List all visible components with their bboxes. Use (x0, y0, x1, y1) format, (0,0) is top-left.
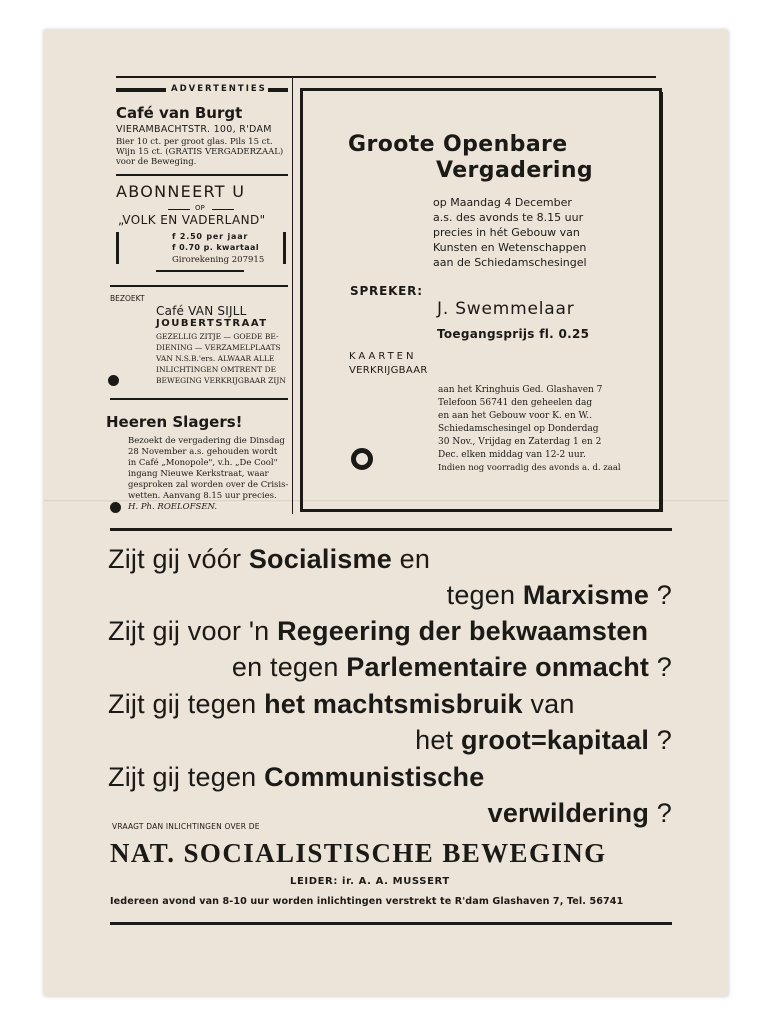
abonneert-bracket-right (283, 232, 286, 264)
ads-header-bar (116, 85, 288, 95)
sijll-line-1: DIENING — VERZAMELPLAATS (156, 343, 281, 352)
sijll-line-2: VAN N.S.B.'ers. ALWAAR ALLE (156, 354, 275, 363)
question-1b: tegen Marxisme ? (446, 580, 672, 610)
question-4b: verwildering ? (487, 798, 672, 828)
cafe-burgt-line3: voor de Beweging. (116, 157, 197, 167)
meeting-detail-0: op Maandag 4 December (433, 196, 572, 209)
target-dot (351, 448, 373, 470)
question-3a: Zijt gij tegen het machtsmisbruik van (108, 689, 575, 719)
slagers-line-3: ingang Nieuwe Kerkstraat, waar (128, 469, 269, 479)
sijll-bezoekt: BEZOEKT (110, 294, 145, 303)
bullet-dot (108, 375, 119, 386)
abonneert-title: ABONNEERT U (116, 182, 246, 201)
sijll-line-0: GEZELLIG ZITJE — GOEDE BE- (156, 332, 279, 341)
meeting-detail-1: a.s. des avonds te 8.15 uur (433, 211, 584, 224)
info-line: Iedereen avond van 8-10 uur worden inlichtingen verstrekt te R'dam Glashaven 7, Tel. 56741 (110, 896, 624, 907)
ads-divider-1 (116, 174, 288, 176)
cafe-burgt-name: Café van Burgt (116, 104, 243, 122)
lower-top-rule (110, 528, 672, 531)
slagers-line-2: in Café „Monopole", v.h. „De Cool" (128, 458, 278, 468)
column-divider (292, 76, 293, 514)
cafe-burgt-line1: Bier 10 ct. per groot glas. Pils 15 ct. (116, 137, 273, 147)
verkrijgbaar-label: VERKRIJGBAAR (349, 365, 428, 376)
slagers-signature: H. Ph. ROELOFSEN. (128, 502, 218, 512)
meeting-box-shadow-bottom (304, 509, 663, 512)
ads-divider-2 (110, 285, 288, 287)
meeting-box-shadow-right (660, 92, 663, 512)
movement-name: NAT. SOCIALISTISCHE BEWEGING (110, 838, 607, 868)
slagers-title: Heeren Slagers! (106, 413, 243, 431)
abonneert-op-rule-left (168, 209, 190, 210)
leader-line: LEIDER: ir. A. A. MUSSERT (290, 876, 450, 887)
abonneert-bracket-left (116, 232, 119, 264)
meeting-detail-4: aan de Schiedamschesingel (433, 256, 587, 269)
abonneert-op-rule-right (212, 209, 234, 210)
sijll-street: JOUBERTSTRAAT (156, 318, 268, 329)
abonneert-giro: Girorekening 207915 (172, 255, 265, 265)
ticket-line-1: Telefoon 56741 den geheelen dag (438, 398, 593, 408)
abonneert-bottom-rule (156, 270, 244, 272)
slagers-line-1: 28 November a.s. gehouden wordt (128, 447, 278, 457)
ads-divider-3 (110, 398, 288, 400)
vraagt-label: VRAAGT DAN INLICHTINGEN OVER DE (112, 822, 260, 831)
speaker-name: J. Swemmelaar (437, 299, 575, 319)
entry-price: Toegangsprijs fl. 0.25 (437, 327, 590, 341)
ticket-line-5: Dec. elken middag van 12-2 uur. (438, 450, 586, 460)
slagers-line-4: gesproken zal worden over de Crisis- (128, 480, 289, 490)
sijll-line-4: BEWEGING VERKRIJGBAAR ZIJN (156, 376, 286, 385)
meeting-detail-3: Kunsten en Wetenschappen (433, 241, 587, 254)
cafe-burgt-line2: Wijn 15 ct. (GRATIS VERGADERZAAL) (116, 147, 284, 157)
speaker-label: SPREKER: (350, 284, 423, 298)
ticket-line-4: 30 Nov., Vrijdag en Zaterdag 1 en 2 (438, 437, 602, 447)
sijll-line-3: INLICHTINGEN OMTRENT DE (156, 365, 277, 374)
kaarten-label: KAARTEN (349, 351, 417, 362)
ticket-line-2: en aan het Gebouw voor K. en W.. (438, 411, 592, 421)
slagers-line-5: wetten. Aanvang 8.15 uur precies. (128, 491, 277, 501)
question-3b: het groot=kapitaal ? (415, 725, 672, 755)
slagers-line-0: Bezoekt de vergadering die Dinsdag (128, 436, 285, 446)
lower-bottom-rule (110, 922, 672, 925)
meeting-title-line2: Vergadering (436, 158, 594, 183)
ads-header: ADVERTENTIES (171, 84, 267, 94)
ticket-line-6: Indien nog voorradig des avonds a. d. zaal (438, 463, 621, 473)
question-2a: Zijt gij voor 'n Regeering der bekwaamsten (108, 616, 649, 646)
ticket-line-3: Schiedamschesingel op Donderdag (438, 424, 599, 434)
question-1a: Zijt gij vóór Socialisme en (108, 544, 431, 574)
ticket-line-0: aan het Kringhuis Ged. Glashaven 7 (438, 385, 603, 395)
sijll-name: Café VAN SIJLL (156, 304, 247, 318)
abonneert-paper-name: „VOLK EN VADERLAND" (118, 213, 266, 227)
question-4a: Zijt gij tegen Communistische (108, 762, 485, 792)
cafe-burgt-address: VIERAMBACHTSTR. 100, R'DAM (116, 124, 272, 135)
question-2b: en tegen Parlementaire onmacht ? (231, 652, 672, 682)
top-rule (116, 76, 656, 78)
meeting-detail-2: precies in hét Gebouw van (433, 226, 580, 239)
bullet-dot (110, 502, 121, 513)
abonneert-price-quarter: f 0.70 p. kwartaal (172, 243, 259, 252)
meeting-title-line1: Groote Openbare (348, 132, 568, 157)
abonneert-op: OP (195, 204, 205, 212)
abonneert-price-year: f 2.50 per jaar (172, 232, 249, 241)
